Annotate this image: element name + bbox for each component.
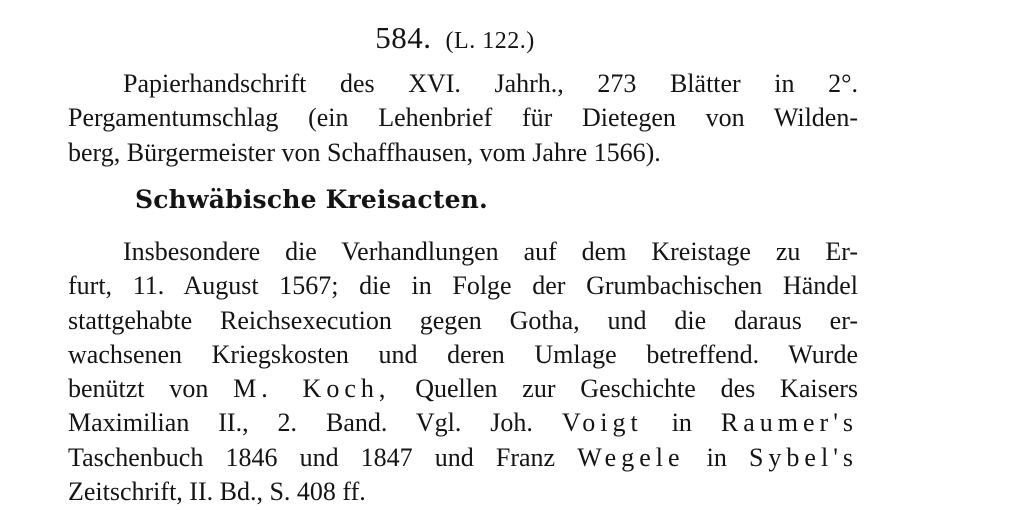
description-line: Pergamentumschlag (ein Lehenbrief für Dietegen von Wilden- [68,103,858,133]
body-text: Maximilian II., 2. Band. Vgl. Joh. [68,408,533,438]
body-line: wachsenen Kriegskosten und deren Umlage betreffend. Wurde [68,339,858,369]
author-name: M. Koch, [233,374,391,404]
manuscript-description [68,67,858,170]
body-line [68,406,858,440]
body-line [68,372,858,406]
author-name: Raumer's [720,408,858,438]
author-name: Sybel's [748,442,858,472]
entry-body [68,235,858,509]
body-line: stattgehabte Reichsexecution gegen Gotha, und die daraus er- [68,305,858,335]
body-line [68,441,858,475]
body-text: in [706,442,727,472]
entry-number: 584. [375,20,432,55]
entry-reference: (L. 122.) [445,28,535,54]
author-name: Voigt [561,408,643,438]
entry-title: Schwäbische Kreisacten. [135,185,488,214]
body-text: benützt von [68,374,209,404]
body-line: furt, 11. August 1567; die in Folge der Grumbachischen Händel [68,271,858,301]
description-line: berg, Bürgermeister von Schaffhausen, vom Jahre 1566). [68,137,661,167]
body-line: Insbesondere die Verhandlungen auf dem Kreistage zu Er- [123,237,858,266]
body-text: in [671,408,692,438]
body-text: Quellen zur Geschichte des Kaisers [415,374,859,404]
description-line: Papierhandschrift des XVI. Jahrh., 273 Blätter in 2°. [123,69,858,98]
body-text: Taschenbuch 1846 und 1847 und Franz [68,442,556,472]
entry-heading [0,20,910,59]
author-name: Wegele [577,442,685,472]
body-line: Zeitschrift, II. Bd., S. 408 ff. [68,477,366,507]
